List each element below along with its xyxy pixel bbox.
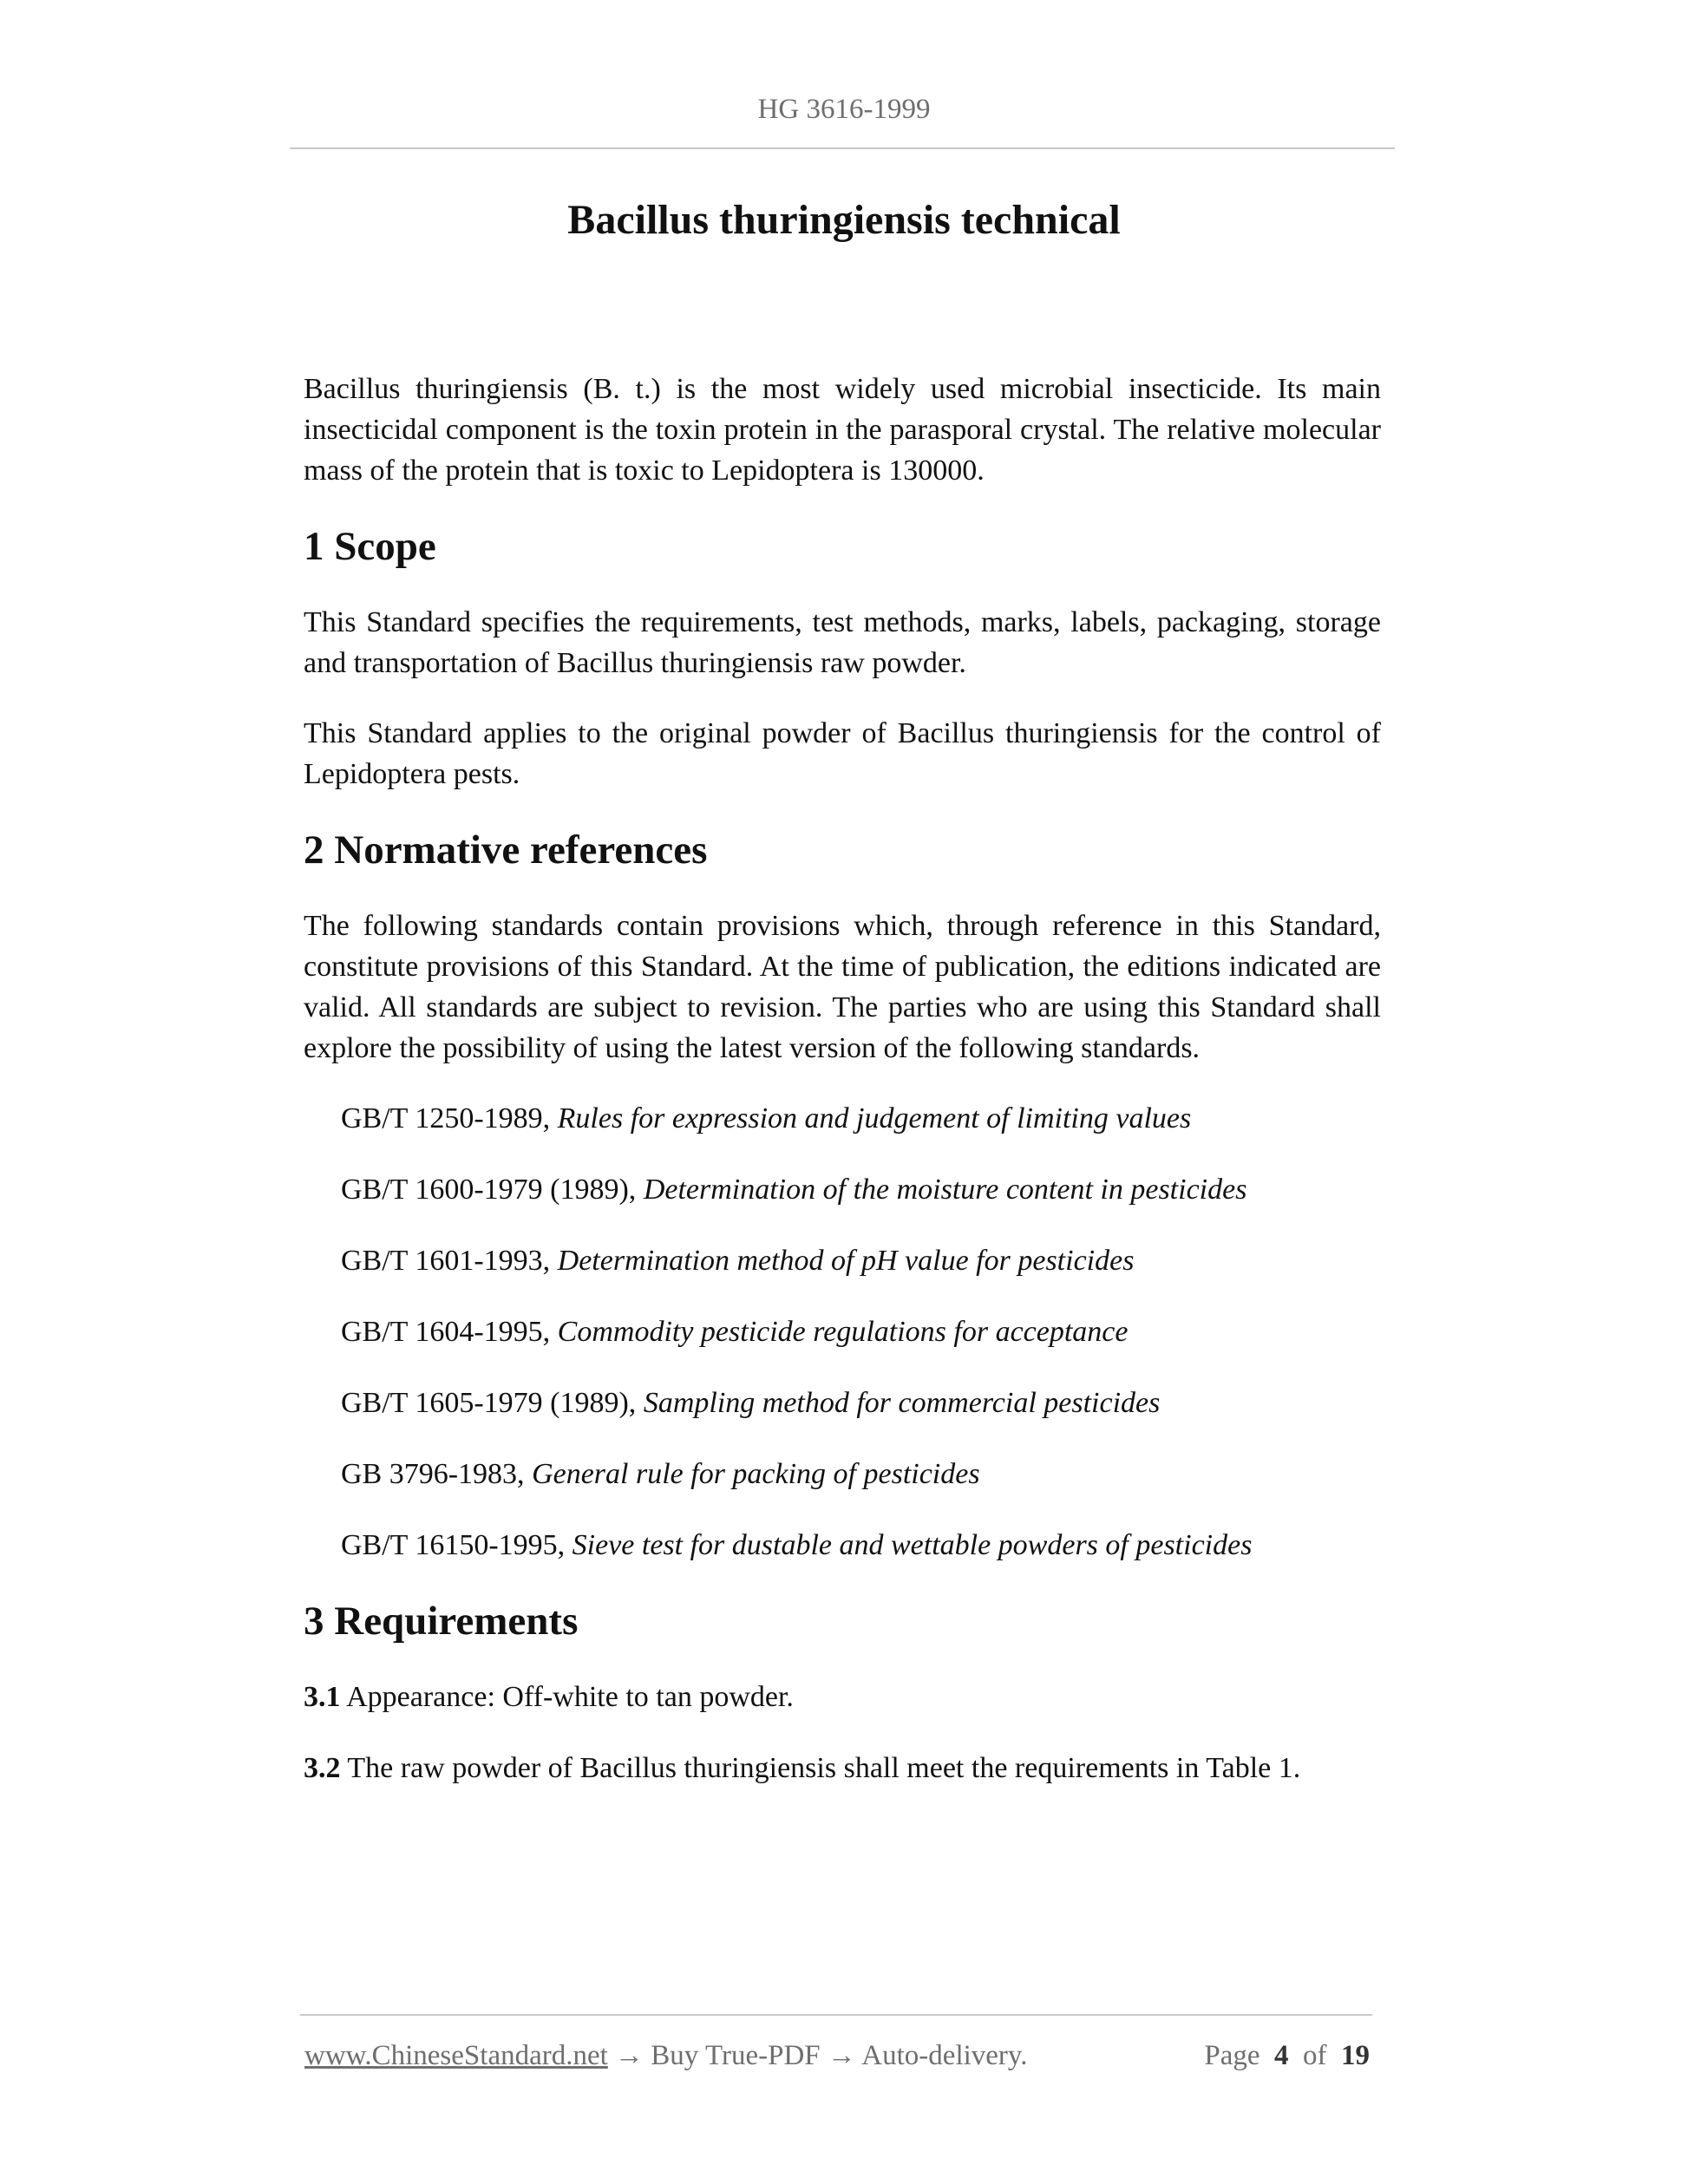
section-heading-requirements: 3 Requirements bbox=[304, 1599, 579, 1644]
reference-item bbox=[304, 1383, 1381, 1423]
section-heading-scope: 1 Scope bbox=[304, 524, 436, 569]
clause-number: 3.2 bbox=[304, 1752, 341, 1784]
page-indicator bbox=[1204, 2038, 1370, 2073]
reference-code: GB/T 1605-1979 (1989), bbox=[341, 1387, 644, 1419]
reference-item bbox=[304, 1098, 1381, 1139]
document-body bbox=[304, 369, 1381, 1788]
reference-item bbox=[304, 1311, 1381, 1352]
arrow-right-icon: → bbox=[615, 2040, 644, 2071]
normative-references-paragraph: The following standards contain provisions which, through reference in this Standard, constitute provisions of this Standard. At the time of publication, the editions indicated are valid. All standards are subject to revision. The parties who are using this Standard shall explore the possibility of using the latest version of the following standards. bbox=[304, 910, 1381, 1064]
clause-text: The raw powder of Bacillus thuringiensis shall meet the requirements in Table 1. bbox=[340, 1752, 1301, 1784]
reference-item bbox=[304, 1169, 1381, 1210]
reference-title: Determination method of pH value for pesticides bbox=[557, 1245, 1135, 1277]
of-label: of bbox=[1303, 2040, 1327, 2071]
buy-pdf-text: Buy True-PDF bbox=[644, 2040, 828, 2071]
reference-title: Commodity pesticide regulations for acceptance bbox=[557, 1316, 1129, 1348]
reference-code: GB 3796-1983, bbox=[341, 1458, 533, 1490]
standard-code-header: HG 3616-1999 bbox=[757, 94, 931, 125]
reference-code: GB/T 16150-1995, bbox=[341, 1529, 572, 1561]
reference-title: Sieve test for dustable and wettable powders of pesticides bbox=[572, 1529, 1253, 1561]
current-page-number: 4 bbox=[1274, 2040, 1289, 2071]
scope-paragraph-2: This Standard applies to the original powder of Bacillus thuringiensis for the control of Lepidoptera pests. bbox=[304, 717, 1381, 790]
scope-paragraph-1: This Standard specifies the requirements, test methods, marks, labels, packaging, storage and transportation of Bacillus thuringiensis raw powder. bbox=[304, 606, 1381, 679]
reference-title: Rules for expression and judgement of limiting values bbox=[557, 1102, 1192, 1135]
clause-number: 3.1 bbox=[304, 1681, 341, 1713]
reference-item bbox=[304, 1454, 1381, 1494]
intro-paragraph: Bacillus thuringiensis (B. t.) is the most widely used microbial insecticide. Its main insecticidal component is the toxin protein in the parasporal crystal. The relative molecular mass of the protein that is toxic to Lepidoptera is 130000. bbox=[304, 373, 1381, 487]
reference-code: GB/T 1604-1995, bbox=[341, 1316, 558, 1348]
clause-3-1 bbox=[304, 1677, 1381, 1717]
reference-list bbox=[304, 1098, 1381, 1566]
reference-item bbox=[304, 1525, 1381, 1566]
page-label: Page bbox=[1204, 2040, 1260, 2071]
website-link[interactable]: www.ChineseStandard.net bbox=[304, 2040, 608, 2071]
reference-code: GB/T 1600-1979 (1989), bbox=[341, 1174, 644, 1206]
total-pages-number: 19 bbox=[1341, 2040, 1370, 2071]
document-title: Bacillus thuringiensis technical bbox=[567, 197, 1121, 243]
clause-3-2 bbox=[304, 1748, 1381, 1788]
reference-item bbox=[304, 1240, 1381, 1281]
reference-title: Sampling method for commercial pesticides bbox=[643, 1387, 1161, 1419]
reference-code: GB/T 1601-1993, bbox=[341, 1245, 558, 1277]
reference-code: GB/T 1250-1989, bbox=[341, 1102, 558, 1135]
reference-title: Determination of the moisture content in pesticides bbox=[643, 1174, 1247, 1206]
header-divider bbox=[290, 147, 1395, 149]
footer-promo bbox=[304, 2038, 1028, 2073]
reference-title: General rule for packing of pesticides bbox=[532, 1458, 980, 1490]
auto-delivery-text: Auto-delivery. bbox=[855, 2040, 1028, 2071]
footer-divider bbox=[300, 2014, 1372, 2016]
section-heading-normative-references: 2 Normative references bbox=[304, 827, 708, 873]
arrow-right-icon: → bbox=[827, 2040, 856, 2071]
clause-text: Appearance: Off-white to tan powder. bbox=[340, 1681, 794, 1713]
